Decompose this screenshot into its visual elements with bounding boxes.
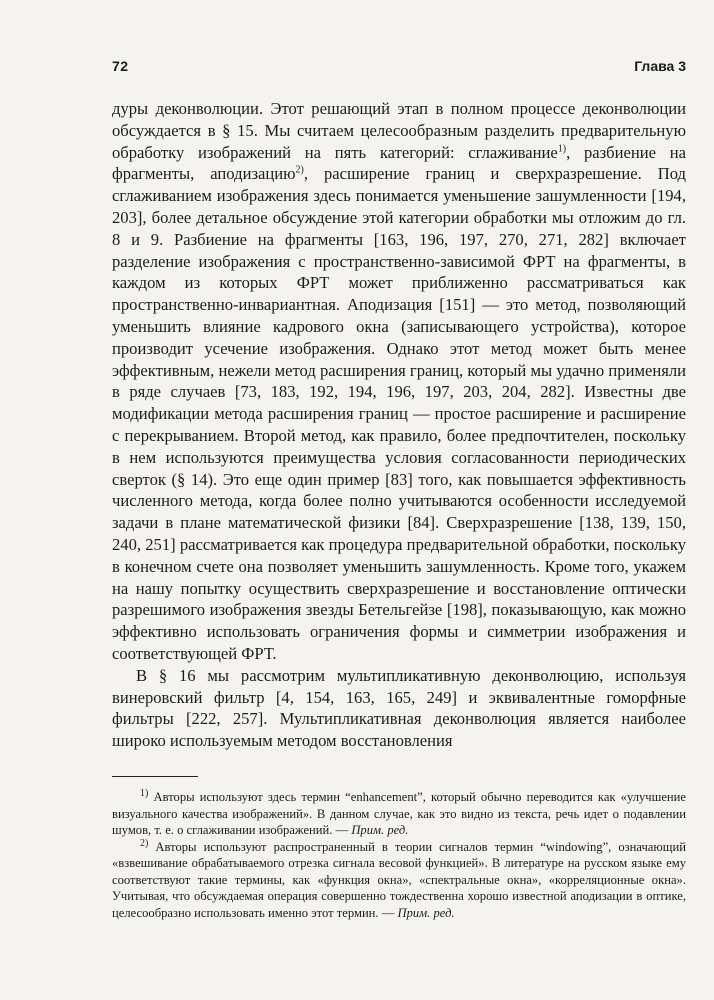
main-text <box>112 98 686 752</box>
footnote-2-mark: 2) <box>140 837 149 849</box>
footnote-2-text: Авторы используют распространенный в теории сигналов термин “windowing”, означающий «взвешивание обрабатываемого отрезка сигнала весовой функцией». В литературе на русском языке ему соответствуют такие термины, как «функция окна», «спектральные окна», «корреляционные окна». Учитывая, что обсуждаемая операция совершенно тождественна хорошо известной аподизации в оптике, целесообразно использовать именно этот термин. — <box>112 839 686 921</box>
footnote-2-editor-note: Прим. ред. <box>397 906 455 921</box>
footnote-1-mark: 1) <box>140 787 149 799</box>
footnote-ref-1: 1) <box>557 143 567 155</box>
paragraph-1 <box>112 98 686 665</box>
footnote-divider <box>112 776 198 777</box>
footnote-2 <box>112 839 686 922</box>
paragraph-1-part-2: , разбиение на фрагменты, аподизацию <box>112 142 686 184</box>
footnotes <box>112 789 686 922</box>
page-number: 72 <box>112 58 129 74</box>
footnote-1-editor-note: Прим. ред. <box>351 823 409 838</box>
running-header <box>112 58 686 80</box>
footnote-1 <box>112 789 686 839</box>
chapter-title: Глава 3 <box>634 58 686 74</box>
paragraph-1-part-3: , расширение границ и сверхразрешение. Под сглаживанием изображения здесь понимается уменьшение зашумленности [194, 203], более детальное обсуждение этой категории обработки мы отложим до гл. 8 и 9. Разбиение на фрагменты [163, 196, 197, 270, 271, 282] включает разделение изображения с пространственно-зависимой ФРТ на фрагменты, в каждом из которых ФРТ может приближенно рассматриваться как пространственно-инвариантная. Аподизация [151] — это метод, позволяющий уменьшить влияние кадрового окна (записывающего устройства), которое производит усечение изображения. Однако этот метод может быть менее эффективным, нежели метод расширения границ, который мы удачно применяли в ряде случаев [73, 183, 192, 194, 196, 197, 203, 204, 282]. Известны две модификации метода расширения границ — простое расширение и расширение с перекрыванием. Второй метод, как правило, более предпочтителен, поскольку в нем используются преимущества условия согласованности периодических сверток (§ 14). Это еще один пример [83] того, как повышается эффективность численного метода, когда более полно учитываются особенности исследуемой задачи в плане математической физики [84]. Сверхразрешение [138, 139, 150, 240, 251] рассматривается как процедура предварительной обработки, поскольку в конечном счете она позволяет уменьшить зашумленность. Кроме того, укажем на нашу попытку осуществить сверхразрешение и восстановление оптически разрешимого изображения звезды Бетельгейзе [198], показывающую, как можно эффективно использовать ограничения формы и симметрии изображения и соответствующей ФРТ. <box>112 164 686 663</box>
footnote-ref-2: 2) <box>295 164 304 176</box>
paragraph-2: В § 16 мы рассмотрим мультипликативную деконволюцию, используя винеровский фильтр [4, 154, 163, 165, 249] и эквивалентные гоморфные фильтры [222, 257]. Мультипликативная деконволюция является наиболее широко используемым методом восстановления <box>112 665 686 751</box>
paragraph-1-part-1: дуры деконволюции. Этот решающий этап в полном процессе деконволюции обсуждается в § 15. Мы считаем целесообразным разделить предварительную обработку изображений на пять категорий: сглаживание <box>112 99 686 162</box>
footnote-1-text: Авторы используют здесь термин “enhancement”, который обычно переводится как «улучшение визуального качества изображений». В данном случае, как это видно из текста, речь идет о подавлении шумов, т. е. о сглаживании изображений. — <box>112 789 686 838</box>
book-page <box>112 58 686 922</box>
